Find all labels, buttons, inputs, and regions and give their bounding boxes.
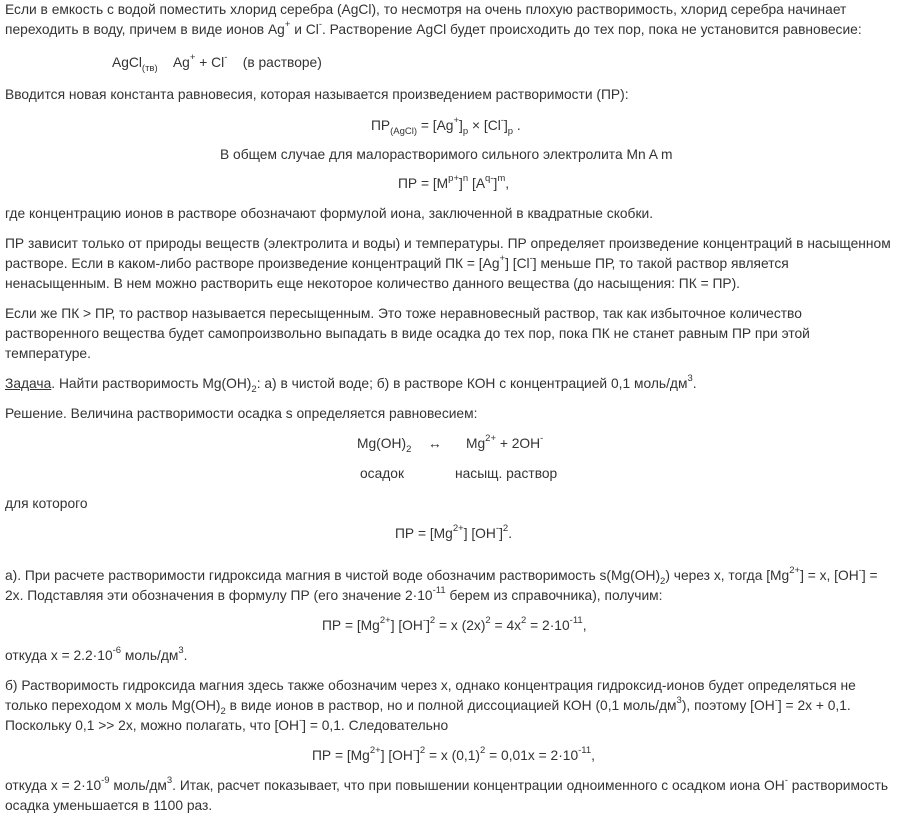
label-precipitate: осадок [360, 466, 405, 481]
equation-pr-pure-water: ПР = $[Mg^{2+}] [OH^-]^2 = x$ $(2x)^2 = 4x^2 = 2\cdot 10^{-11}$, [322, 615, 587, 633]
equation-mgoh2-equilibrium-right: $Mg^{2+} + 2OH^-$ [466, 433, 544, 451]
paragraph-pr-depends-line3: ненасыщенным. В нем можно растворить еще некоторое количество данного вещества (до насыщения: ПК = ПР). [5, 276, 741, 291]
paragraph-for-which: для которого [5, 496, 88, 511]
result-a: откуда $х = 2.2\cdot 10^{-6}$ моль/$дм^3$. [5, 645, 188, 663]
paragraph-solution: Решение. Величина растворимости осадка s определяется равновесием: [5, 406, 478, 421]
equation-pr-koh-solution: ПР = $[Mg^{2+}] [OH^-]^2 = x$ $(0,1)^2 = 0,01x = 2\cdot 10^{-11}$, [312, 745, 596, 763]
equation-pr-agcl: $ПР_{(AgCl)} = [Ag^+]_p \times [Cl^-]_p$ . [371, 115, 521, 137]
paragraph-b-line2: только переходом х моль $Mg(OH)_2$ в виде ионов в раствор, но и полной диссоциацией КОН (0,1 моль/$дм^3$), поэтому [OH-] = 2х + 0,1. [5, 695, 851, 717]
paragraph-supersaturated-line3: температуре. [5, 346, 91, 361]
equation-agcl-dissolution: AgCl$_{(тв)}$ Ag+ + Cl- (в растворе) [112, 52, 322, 74]
paragraph-pr-depends-line1: ПР зависит только от природы веществ (электролита и воды) и температуры. ПР определяет произведение концентраций в насыщенном [5, 236, 891, 251]
final-conclusion-line1: откуда $х = 2\cdot 10^{-9}$ моль/$дм^3$. Итак, расчет показывает, что при повышении концентрации одноименного с осадком иона OH- растворимость [5, 775, 889, 793]
final-conclusion-line2: осадка уменьшается в 1100 раз. [5, 798, 213, 813]
paragraph-new-constant: Вводится новая константа равновесия, которая называется произведением растворимости (ПР): [5, 87, 629, 102]
equilibrium-arrow: ↔ [428, 436, 442, 451]
paragraph-ion-notation: где концентрацию ионов в растворе обозначают формулой иона, заключенной в квадратные скобки. [5, 206, 654, 221]
equation-pr-general: ПР = $[M^{p+}]^n$ $[A^{q-}]^m$, [398, 173, 510, 191]
paragraph-b-line3: Поскольку 0,1 >> 2х, можно полагать, что [OH-] = 0,1. Следовательно [5, 715, 449, 733]
task-label: Задача [5, 376, 52, 391]
paragraph-a-line2: 2х. Подставляя эти обозначения в формулу ПР (его значение $2\cdot 10^{-11}$ берем из справочника), получим: [5, 585, 663, 603]
paragraph-intro-line2: переходить в воду, причем в виде ионов Ag+ и Cl-. Растворение AgCl будет происходить до тех пор, пока не установится равновесие: [5, 19, 862, 37]
label-saturated-solution: насыщ. раствор [455, 466, 558, 481]
paragraph-supersaturated-line1: Если же ПК > ПР, то раствор называется пересыщенным. Это тоже неравновесный раствор, так как избыточное количество [5, 306, 802, 321]
task-statement: Задача. Найти растворимость $Mg(OH)_2$: а) в чистой воде; б) в растворе КОН с концентрацией 0,1 моль/$дм^3$. [5, 373, 697, 395]
paragraph-supersaturated-line2: растворенного вещества будет самопроизвольно выпадать в виде осадка до тех пор, пока ПК не станет равным ПР при этой [5, 326, 810, 341]
equation-mgoh2-equilibrium-left: $Mg(OH)_2$ [357, 436, 412, 455]
equation-pr-mgoh2: ПР = $[Mg^{2+}]$ $[OH^-]^2$. [395, 523, 513, 541]
paragraph-a-line1: а). При расчете растворимости гидроксида магния в чистой воде обозначим растворимость $s(Mg(OH)_2)$ через х, тогда $[Mg^{2+}] = х$, [OH-] = [5, 565, 878, 587]
paragraph-general-case: В общем случае для малорастворимого сильного электролита Mn A m [220, 147, 673, 162]
paragraph-pr-depends-line2: растворе. Если в каком-либо растворе произведение концентраций ПК = [Ag+] [Cl-] меньше ПР, то такой раствор является [5, 253, 789, 271]
paragraph-intro-line1: Если в емкость с водой поместить хлорид серебра (AgCl), то несмотря на очень плохую растворимость, хлорид серебра начинает [5, 2, 847, 17]
paragraph-b-line1: б) Растворимость гидроксида магния здесь также обозначим через х, однако концентрация гидроксид-ионов будет определяться не [5, 678, 856, 693]
